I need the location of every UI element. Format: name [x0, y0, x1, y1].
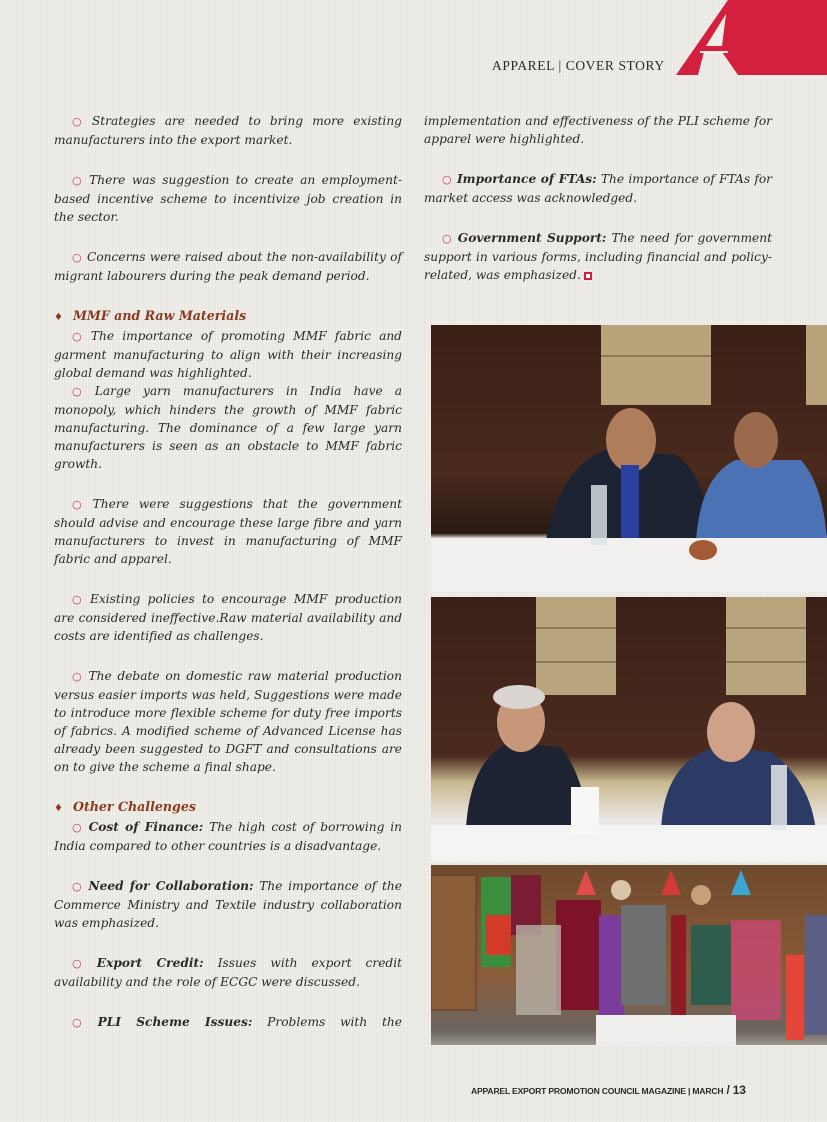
- section-label: APPAREL | COVER STORY: [492, 58, 665, 73]
- right-column: [424, 112, 772, 284]
- page-footer: [471, 1083, 746, 1097]
- paragraph: ○ There were suggestions that the government should advise and encourage these large fibre and yarn manufacturers to invest in manufacturing of MMF fabric and apparel.: [54, 497, 402, 566]
- circle-bullet-icon: ○: [72, 880, 84, 893]
- paragraph: ○ Existing policies to encourage MMF production are considered ineffective.Raw material availability and costs are identified as challenges.: [54, 592, 402, 643]
- paragraph: ○ Cost of Finance: The high cost of borrowing in India compared to other countries is a disadvantage.: [54, 820, 402, 853]
- photo-textile-shop: [431, 865, 827, 1045]
- article-end-icon: [584, 272, 592, 280]
- paragraph: ○ PLI Scheme Issues: Problems with the: [72, 1015, 402, 1029]
- circle-bullet-icon: ○: [72, 957, 92, 970]
- footer-magazine-name: APPAREL EXPORT PROMOTION COUNCIL MAGAZINE | MARCH: [471, 1086, 724, 1096]
- circle-bullet-icon: ○: [72, 498, 88, 511]
- photo-attendees: [431, 597, 827, 862]
- magazine-logo-mark: [676, 0, 827, 75]
- paragraph: ○ Importance of FTAs: The importance of FTAs for market access was acknowledged.: [424, 172, 772, 205]
- circle-bullet-icon: ○: [442, 173, 452, 186]
- circle-bullet-icon: ○: [72, 670, 84, 683]
- photo-attendees-illustration: [431, 597, 827, 862]
- page-number: 13: [732, 1083, 746, 1097]
- paragraph: implementation and effectiveness of the PLI scheme for apparel were highlighted.: [424, 114, 772, 146]
- paragraph: ○ Need for Collaboration: The importance of the Commerce Ministry and Textile industry collaboration was emphasized.: [54, 879, 402, 930]
- left-column: [54, 112, 402, 1032]
- section-heading-other: ♦ Other Challenges: [54, 799, 196, 814]
- paragraph: ○ Export Credit: Issues with export credit availability and the role of ECGC were discussed.: [54, 956, 403, 989]
- photo-speaker: [431, 325, 827, 592]
- diamond-bullet-icon: ♦: [54, 803, 63, 814]
- footer-separator: /: [723, 1083, 733, 1097]
- circle-bullet-icon: ○: [72, 385, 90, 398]
- paragraph: ○ There was suggestion to create an employment-based incentive scheme to incentivize job creation in the sector.: [54, 173, 402, 224]
- paragraph: ○ The importance of promoting MMF fabric and garment manufacturing to align with their increasing global demand was highlighted.: [54, 329, 402, 380]
- paragraph: ○ Government Support: The need for government support in various forms, including financial and policy-related, was emphasized.: [424, 231, 772, 282]
- diamond-bullet-icon: ♦: [54, 312, 63, 323]
- circle-bullet-icon: ○: [72, 330, 86, 343]
- paragraph: ○ Concerns were raised about the non-availability of migrant labourers during the peak demand period.: [54, 250, 402, 283]
- circle-bullet-icon: ○: [72, 821, 84, 834]
- circle-bullet-icon: ○: [442, 232, 453, 245]
- section-heading-mmf: ♦ MMF and Raw Materials: [54, 308, 247, 323]
- circle-bullet-icon: ○: [72, 115, 87, 128]
- paragraph: ○ Large yarn manufacturers in India have a monopoly, which hinders the growth of MMF fabric manufacturing. The dominance of a few large yarn manufacturers is seen as an obstacle to MMF fabric growth.: [54, 384, 402, 471]
- photo-speaker-illustration: [431, 325, 827, 592]
- photo-textile-shop-illustration: [431, 865, 827, 1045]
- circle-bullet-icon: ○: [72, 251, 83, 264]
- circle-bullet-icon: ○: [72, 593, 85, 606]
- circle-bullet-icon: ○: [72, 1016, 93, 1029]
- paragraph: ○ Strategies are needed to bring more existing manufacturers into the export market.: [54, 114, 402, 147]
- circle-bullet-icon: ○: [72, 174, 85, 187]
- paragraph: ○ The debate on domestic raw material production versus easier imports was held, Suggestions were made to introduce more flexible scheme for duty free imports of fabrics. A modified scheme of Advanced License has already been suggested to DGFT and consultations are on to give the scheme a final shape.: [54, 669, 402, 774]
